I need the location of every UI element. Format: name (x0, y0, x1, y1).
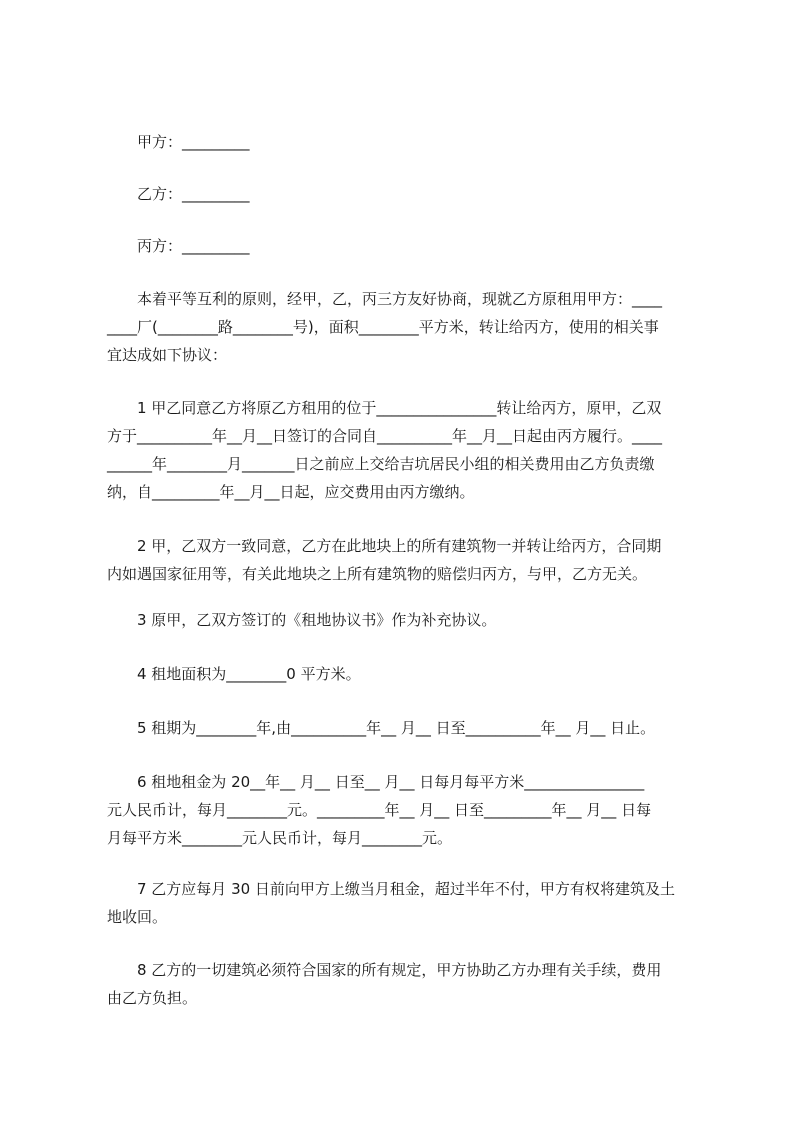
intro-paragraph (107, 285, 707, 369)
clause-line: 8 乙方的一切建筑必须符合国家的所有规定，甲方协助乙方办理有关手续，费用 (137, 961, 662, 979)
clause-line: 2 甲，乙双方一致同意，乙方在此地块上的所有建筑物一并转让给丙方，合同期 (137, 537, 662, 555)
clause-line: 4 租地面积为________0 平方米。 (137, 665, 361, 683)
clause-line: 7 乙方应每月 30 日前向甲方上缴当月租金，超过半年不付，甲方有权将建筑及土 (137, 880, 675, 898)
clause-8 (107, 956, 707, 1012)
party-c-line: 丙方：_________ (137, 237, 250, 255)
clause-5 (107, 714, 707, 742)
clause-6 (107, 768, 707, 852)
clause-2 (107, 532, 707, 588)
clause-line: 方于__________年__月__日签订的合同自__________年__月__日起由丙方履行。____ (107, 427, 663, 445)
clause-7 (107, 875, 707, 931)
clause-3 (107, 606, 707, 634)
clause-line: 纳，自_________年__月__日起，应交费用由丙方缴纳。 (107, 483, 475, 501)
clause-line: 地收回。 (107, 908, 168, 926)
clause-line: ______年________月_______日之前应上交给吉坑居民小组的相关费用由乙方负责缴 (107, 455, 655, 473)
clause-line: 1 甲乙同意乙方将原乙方租用的位于________________转让给丙方，原甲，乙双 (137, 399, 662, 417)
party-a-line: 甲方：_________ (137, 133, 250, 151)
clause-line: 3 原甲，乙双方签订的《租地协议书》作为补充协议。 (137, 611, 497, 629)
clause-line: 元人民币计，每月________元。_________年__ 月__ 日至_________年__ 月__ 日每 (107, 801, 652, 819)
intro-line: 本着平等互利的原则，经甲，乙，丙三方友好协商，现就乙方原租用甲方：____ (137, 290, 663, 308)
clause-1 (107, 394, 707, 506)
clause-line: 6 租地租金为 20__年__ 月__ 日至__ 月__ 日每月每平方米________________ (137, 773, 645, 791)
intro-line: 宜达成如下协议： (107, 346, 228, 364)
intro-line: ____厂(________路________号)，面积________平方米，转让给丙方，使用的相关事 (107, 318, 659, 336)
clause-line: 内如遇国家征用等，有关此地块之上所有建筑物的赔偿归丙方，与甲，乙方无关。 (107, 565, 648, 583)
clause-4 (107, 660, 707, 688)
clause-line: 5 租期为________年,由__________年__ 月__ 日至__________年__ 月__ 日止。 (137, 719, 656, 737)
party-b-line: 乙方：_________ (137, 185, 250, 203)
clause-line: 月每平方米________元人民币计，每月________元。 (107, 829, 453, 847)
clause-line: 由乙方负担。 (107, 989, 198, 1007)
